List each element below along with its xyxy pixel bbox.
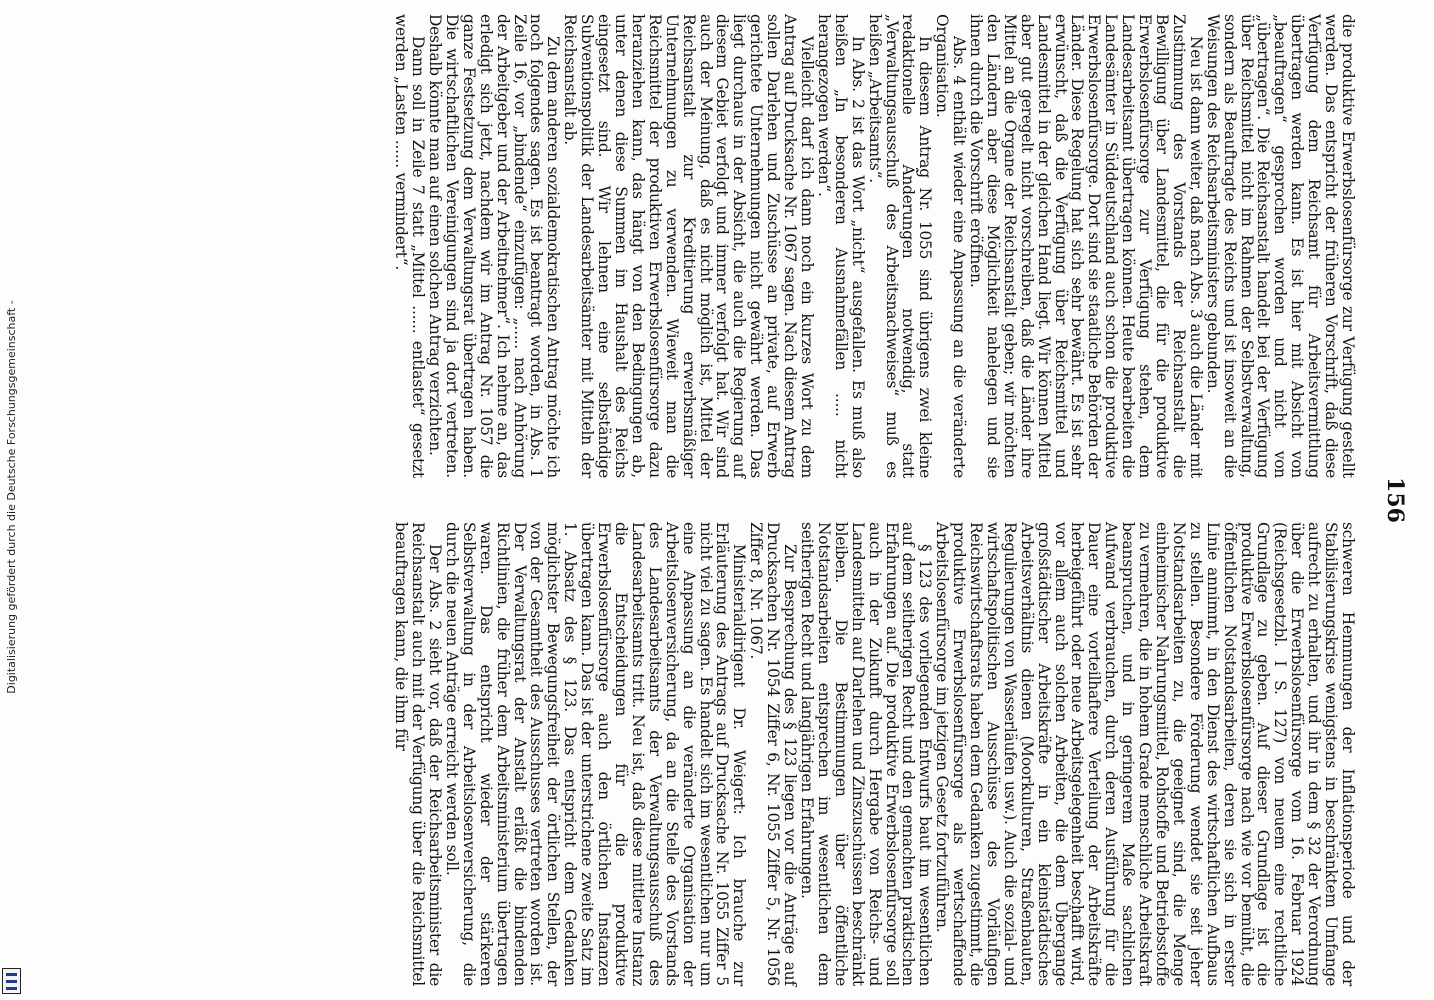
paragraph: Dann soll in Zeile 7 statt „Mittel ...... entlastet“ gesetzt werden „Lasten ...... vermindert“.	[392, 14, 428, 478]
paragraph: Ministerialdirigent Dr. Weigert: Ich brauche zur Erläuterung des Antrags auf Drucksache Nr. 1055 Ziffer 5 nicht viel zu sagen. Es handelt sich im wesentlichen nur um eine Anpassung an die veränderte Organisation der Arbeitslosenversicherung, da an die Stelle des Vorstands des Landesarbeitsamts der Verwaltungsausschuß des Landesarbeitsamts tritt. Neu ist, daß diese mittlere Instanz die Entscheidungen für die produktive Erwerbslosenfürsorge auch den örtlichen Instanzen übertragen kann. Das ist der unterstrichene zweite Satz im 1. Absatz des § 123. Das entspricht dem Gedanken möglichster Bewegungsfreiheit der örtlichen Stellen, der von der Gesamtheit des Ausschusses vertreten worden ist. Der Verwaltungsrat der Anstalt erläßt die bindenden Richtlinien, die früher dem Arbeitsministerium übertragen waren. Das entspricht wieder der stärkeren Selbstverwaltung in der Arbeitslosenversicherung, die durch die neuen Anträge erreicht werden soll.	[442, 522, 749, 986]
digitization-footer	[0, 0, 24, 1000]
page-number: 156	[1382, 477, 1408, 523]
paragraph: Der Abs. 2 sieht vor, daß der Reichsarbeitsminister die Reichsanstalt auch mit der Verfügung über die Reichsmittel beauftragen kann, die ihm für	[392, 522, 445, 986]
digitization-credit: Digitalisierung gefördert durch die Deutsche Forschungsgemeinschaft -	[5, 300, 18, 694]
paragraph: Neu ist dann weiter, daß nach Abs. 3 auch die Länder mit Zustimmung des Vorstands der Reichsanstalt die Bewilligung über Landesmittel, die für die produktive Erwerbslosenfürsorge zur Verfügung stehen, dem Landesarbeitsamt übertragen können. Heute bearbeiten die Landesämter in Süddeutschland auch schon die produktive Erwerbslosenfürsorge. Dort sind sie staatliche Behörden der Länder. Diese Regelung hat sich sehr bewährt. Es ist sehr erwünscht, daß die Verfügung über Reichsmittel und Landesmittel in der gleichen Hand liegt. Wir können Mittel aber gut geregelt nicht vorschreiben, daß die Länder ihre Mittel an die Organe der Reichsanstalt geben; wir möchten den Ländern aber diese Möglichkeit nahelegen und sie ihnen durch die Vorschrift eröffnen.	[967, 14, 1205, 478]
paragraph: Zur Besprechung des § 123 liegen vor die Anträge auf Drucksachen Nr. 1054 Ziffer 6, Nr. 1055 Ziffer 5, Nr. 1056 Ziffer 8, Nr. 1067.	[747, 522, 800, 986]
paragraph: In diesem Antrag Nr. 1055 sind übrigens zwei kleine redaktionelle Änderungen notwendig, statt „Verwaltungsausschuß des Arbeitsnachweises“ muß es heißen „Arbeitsamts“.	[865, 14, 935, 478]
paragraph: In Abs. 2 ist das Wort „nicht“ ausgefallen. Es muß also heißen „In besonderen Ausnahmefällen ..... nicht herangezogen werden“.	[814, 14, 867, 478]
text-column-left	[392, 14, 1356, 478]
paragraph: schweren Hemmungen der Inflationsperiode und der Stabilisierungskrise wenigstens in beschränktem Umfange aufrecht zu erhalten, und ihr in dem § 32 der Verordnung über die Erwerbslosenfürsorge vom 16. Februar 1924 (Reichsgesetzbl. I S. 127) von neuem eine rechtliche Grundlage zu geben. Auf dieser Grundlage ist die produktive Erwerbslosenfürsorge nach wie vor bemüht, die öffentlichen Notstandsarbeiten, deren sie sich in erster Linie annimmt, in den Dienst des wirtschaftlichen Aufbaus zu stellen. Besondere Förderung wendet sie seit jeher Notstandsarbeiten zu, die geeignet sind, die Menge einheimischer Nahrungsmittel, Rohstoffe und Betriebsstoffe zu vermehren, die in hohem Grade menschliche Arbeitskraft beanspruchen, und in geringerem Maße sachlichen Aufwand verbrauchen, durch deren Ausführung für die Dauer eine vorteilhaftere Verteilung der Arbeitskräfte herbeigeführt oder neue Arbeitsgelegenheit beschafft wird, vor allem auch solchen Arbeiten, die dem Übergange großstädtischer Arbeitskräfte in ein kleinstädtisches Arbeitsverhältnis dienen (Moorkulturen, Straßenbauten, Regulierungen von Wasserläufen usw.). Auch die sozial- und wirtschaftspolitischen Ausschüsse des Vorläufigen Reichswirtschaftsrats haben dem Gedanken zugestimmt, die produktive Erwerbslosenfürsorge als wertschaffende Arbeitslosenfürsorge im jetzigen Gesetz fortzuführen.	[933, 522, 1357, 986]
paragraph: Zu dem anderen sozialdemokratischen Antrag möchte ich noch folgendes sagen. Es ist beantragt worden, in Abs. 1 Zeile 16, vor „bindende“ einzufügen: „..... nach Anhörung der Arbeitgeber und der Arbeitnehmer“. Ich nehme an, das erledigt sich jetzt, nachdem wir im Antrag Nr. 1057 die ganze Festsetzung dem Verwaltungsrat übertragen haben. Die wirtschaftlichen Vereinigungen sind ja dort vertreten. Deshalb könnte man auf einen solchen Antrag verzichten.	[426, 14, 563, 478]
paragraph: die produktive Erwerbslosenfürsorge zur Verfügung gestellt werden. Das entspricht der früheren Vorschrift, daß diese Verfügung dem Reichsamt für Arbeitsvermittlung übertragen werden kann. Es ist hier mit Absicht von „beauftragen“ gesprochen worden und nicht von „übertragen“. Die Reichsanstalt handelt bei der Verfügung über Reichsmittel nicht im Rahmen der Selbstverwaltung, sondern als Beauftragte des Reichs und ist insoweit an die Weisungen des Reichsarbeitsministers gebunden.	[1203, 14, 1357, 478]
paragraph: Vielleicht darf ich dann noch ein kurzes Wort zu dem Antrag auf Drucksache Nr. 1067 sagen. Nach diesem Antrag sollen Darlehen und Zuschüsse an private, auf Erwerb gerichtete Unternehmungen nicht gewährt werden. Das liegt durchaus in der Absicht, die auch die Regierung auf diesem Gebiet verfolgt und immer verfolgt hat. Wir sind auch der Meinung, daß es nicht möglich ist, Mittel der Reichsanstalt zur Kreditierung erwerbsmäßiger Unternehmungen zu verwenden. Wieweit man die Reichsmittel der produktiven Erwerbslosenfürsorge dazu heranziehen kann, das hängt von den Bedingungen ab, unter denen diese Summen im Haushalt des Reichs eingesetzt sind. Wir lehnen eine selbständige Subventionspolitik der Landesarbeitsämter mit Mitteln der Reichsanstalt ab.	[561, 14, 816, 478]
text-column-right	[392, 522, 1356, 986]
paragraph: Abs. 4 enthält wieder eine Anpassung an die veränderte Organisation.	[933, 14, 969, 478]
dfg-logo-icon	[2, 968, 21, 994]
paragraph: § 123 des vorliegenden Entwurfs baut im wesentlichen auf dem seitherigen Recht und den gemachten praktischen Erfahrungen auf. Die produktive Erwerbslosenfürsorge soll auch in der Zukunft durch Hergabe von Reichs- und Landesmitteln auf Darlehen und Zinszuschüssen beschränkt bleiben. Die Bestimmungen über öffentliche Notstandsarbeiten entsprechen im wesentlichen dem seitherigen Recht und langjährigen Erfahrungen.	[798, 522, 935, 986]
